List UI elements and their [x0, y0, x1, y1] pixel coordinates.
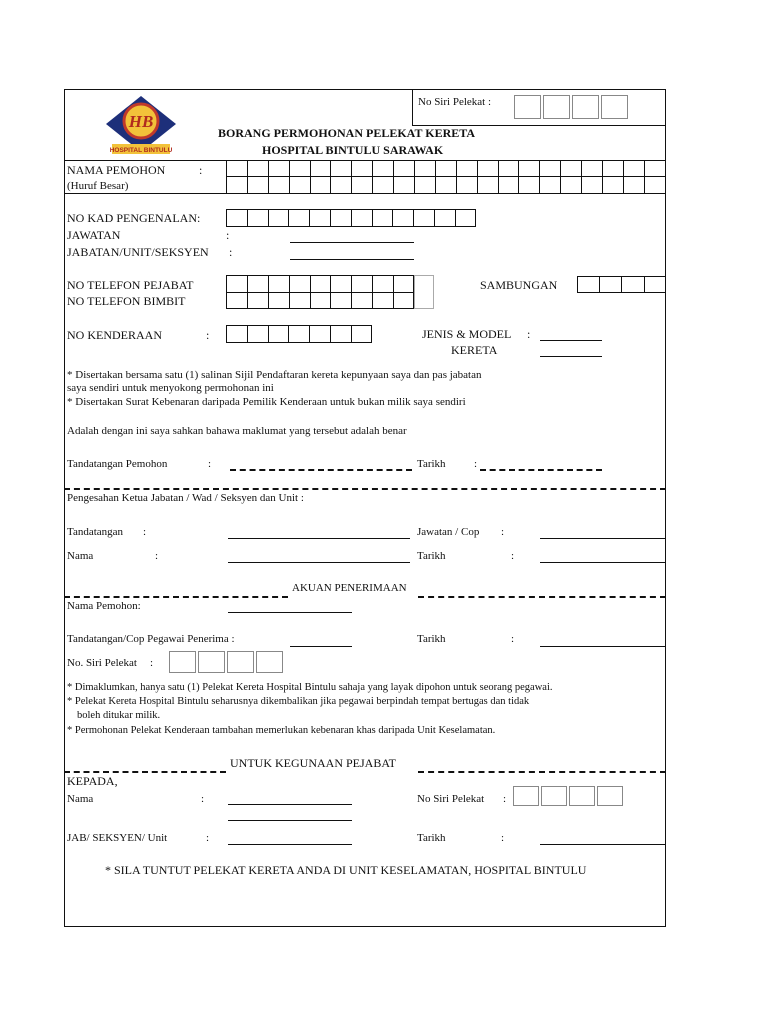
declaration: Adalah dengan ini saya sahkan bahawa maklumat yang tersebut adalah benar [67, 425, 407, 437]
name-grid[interactable] [226, 160, 665, 193]
siri-box[interactable] [569, 786, 595, 806]
form-subtitle: HOSPITAL BINTULU SARAWAK [262, 143, 444, 157]
grid-cell[interactable] [351, 325, 372, 343]
grid-cell[interactable] [477, 160, 498, 193]
grid-cell[interactable] [309, 209, 330, 227]
receipt-date-line[interactable] [540, 646, 666, 647]
grid-cell[interactable] [330, 325, 351, 343]
receipt-title: AKUAN PENERIMAAN [292, 582, 407, 594]
verification-title: Pengesahan Ketua Jabatan / Wad / Seksyen dan Unit : [67, 492, 304, 504]
siri-box[interactable] [597, 786, 623, 806]
grid-cell[interactable] [351, 160, 372, 193]
grid-cell[interactable] [288, 209, 309, 227]
grid-cell[interactable] [226, 209, 247, 227]
extension-label: SAMBUNGAN [480, 278, 558, 292]
verify-date-line[interactable] [540, 562, 666, 563]
office-name-line-1[interactable] [228, 804, 352, 805]
grid-cell[interactable] [226, 325, 247, 343]
siri-divider [412, 89, 413, 125]
grid-cell[interactable] [247, 209, 268, 227]
jabatan-line[interactable] [290, 259, 414, 260]
receipt-applicant-line[interactable] [228, 612, 352, 613]
grid-cell[interactable] [644, 276, 666, 293]
receipt-officer-line[interactable] [290, 646, 352, 647]
grid-cell[interactable] [414, 160, 435, 193]
tel-mobile-label: NO TELEFON BIMBIT [67, 294, 186, 308]
applicant-date-line[interactable] [480, 469, 602, 471]
grid-cell[interactable] [288, 325, 309, 343]
grid-cell[interactable] [351, 209, 372, 227]
grid-cell[interactable] [268, 325, 289, 343]
grid-cell[interactable] [393, 160, 414, 193]
grid-cell[interactable] [289, 275, 310, 309]
grid-cell[interactable] [435, 160, 456, 193]
grid-cell[interactable] [413, 209, 434, 227]
grid-cell[interactable] [226, 160, 247, 193]
siri-box[interactable] [169, 651, 196, 673]
grid-cell[interactable] [372, 209, 393, 227]
grid-cell[interactable] [372, 275, 393, 309]
siri-box[interactable] [256, 651, 283, 673]
ic-label: NO KAD PENGENALAN: [67, 211, 201, 225]
siri-box[interactable] [227, 651, 254, 673]
grid-cell[interactable] [434, 209, 455, 227]
siri-box[interactable] [572, 95, 599, 119]
grid-cell[interactable] [456, 160, 477, 193]
grid-cell[interactable] [602, 160, 623, 193]
office-date-line[interactable] [540, 844, 666, 845]
office-title: UNTUK KEGUNAAN PEJABAT [230, 756, 396, 770]
tel-grid [226, 275, 414, 309]
siri-box[interactable] [198, 651, 225, 673]
siri-box[interactable] [513, 786, 539, 806]
ic-grid [226, 209, 476, 227]
grid-cell[interactable] [392, 209, 413, 227]
grid-cell[interactable] [455, 209, 476, 227]
form-title: BORANG PERMOHONAN PELEKAT KERETA [218, 126, 476, 140]
name-label: NAMA PEMOHON [67, 163, 166, 177]
grid-cell[interactable] [268, 209, 289, 227]
verify-post-line[interactable] [540, 538, 666, 539]
grid-cell[interactable] [247, 325, 268, 343]
applicant-date-label: Tarikh [417, 458, 446, 470]
siri-box[interactable] [541, 786, 567, 806]
grid-cell[interactable] [330, 209, 351, 227]
model-line-1[interactable] [540, 340, 602, 341]
grid-cell[interactable] [560, 160, 581, 193]
applicant-sign-label: Tandatangan Pemohon [67, 458, 168, 470]
svg-text:HB: HB [128, 112, 154, 131]
grid-cell[interactable] [268, 275, 289, 309]
grid-cell[interactable] [268, 160, 289, 193]
siri-box[interactable] [543, 95, 570, 119]
grid-cell[interactable] [644, 160, 665, 193]
grid-cell[interactable] [539, 160, 560, 193]
grid-cell[interactable] [330, 160, 351, 193]
applicant-sign-line[interactable] [230, 469, 412, 471]
grid-cell[interactable] [498, 160, 519, 193]
verify-name-line[interactable] [228, 562, 410, 563]
grid-cell[interactable] [289, 160, 310, 193]
jawatan-label: JAWATAN [67, 228, 121, 242]
siri-box[interactable] [601, 95, 628, 119]
grid-cell[interactable] [309, 325, 330, 343]
siri-boxes[interactable] [514, 95, 628, 119]
grid-cell[interactable] [247, 275, 268, 309]
grid-cell[interactable] [226, 275, 247, 309]
grid-cell[interactable] [310, 275, 331, 309]
svg-text:HOSPITAL BINTULU: HOSPITAL BINTULU [109, 147, 173, 154]
receipt-siri-boxes[interactable] [169, 651, 283, 673]
grid-cell[interactable] [599, 276, 621, 293]
footer-notice: * SILA TUNTUT PELEKAT KERETA ANDA DI UNIT KESELAMATAN, HOSPITAL BINTULU [105, 863, 587, 877]
jabatan-label: JABATAN/UNIT/SEKSYEN [67, 245, 209, 259]
grid-cell[interactable] [310, 160, 331, 193]
office-siri-boxes[interactable] [513, 786, 623, 806]
office-unit-line[interactable] [228, 844, 352, 845]
name-hint: (Huruf Besar) [67, 180, 129, 192]
verify-sign-line[interactable] [228, 538, 410, 539]
grid-cell[interactable] [393, 275, 414, 309]
grid-cell[interactable] [247, 160, 268, 193]
grid-cell[interactable] [623, 160, 644, 193]
siri-box[interactable] [514, 95, 541, 119]
office-name-line-2[interactable] [228, 820, 352, 821]
model-line-2[interactable] [540, 356, 602, 357]
model-label: JENIS & MODEL [422, 327, 512, 341]
hospital-logo [104, 94, 178, 156]
grid-cell[interactable] [351, 275, 372, 309]
grid-cell[interactable] [518, 160, 539, 193]
siri-label: No Siri Pelekat : [418, 96, 492, 108]
grid-cell[interactable] [330, 275, 351, 309]
grid-cell[interactable] [577, 276, 599, 293]
grid-cell[interactable] [621, 276, 643, 293]
tel-office-label: NO TELEFON PEJABAT [67, 278, 194, 292]
section-divider [64, 488, 666, 490]
grid-cell[interactable] [372, 160, 393, 193]
vehicle-label: NO KENDERAAN [67, 328, 162, 342]
grid-cell[interactable] [581, 160, 602, 193]
jawatan-line[interactable] [290, 242, 414, 243]
